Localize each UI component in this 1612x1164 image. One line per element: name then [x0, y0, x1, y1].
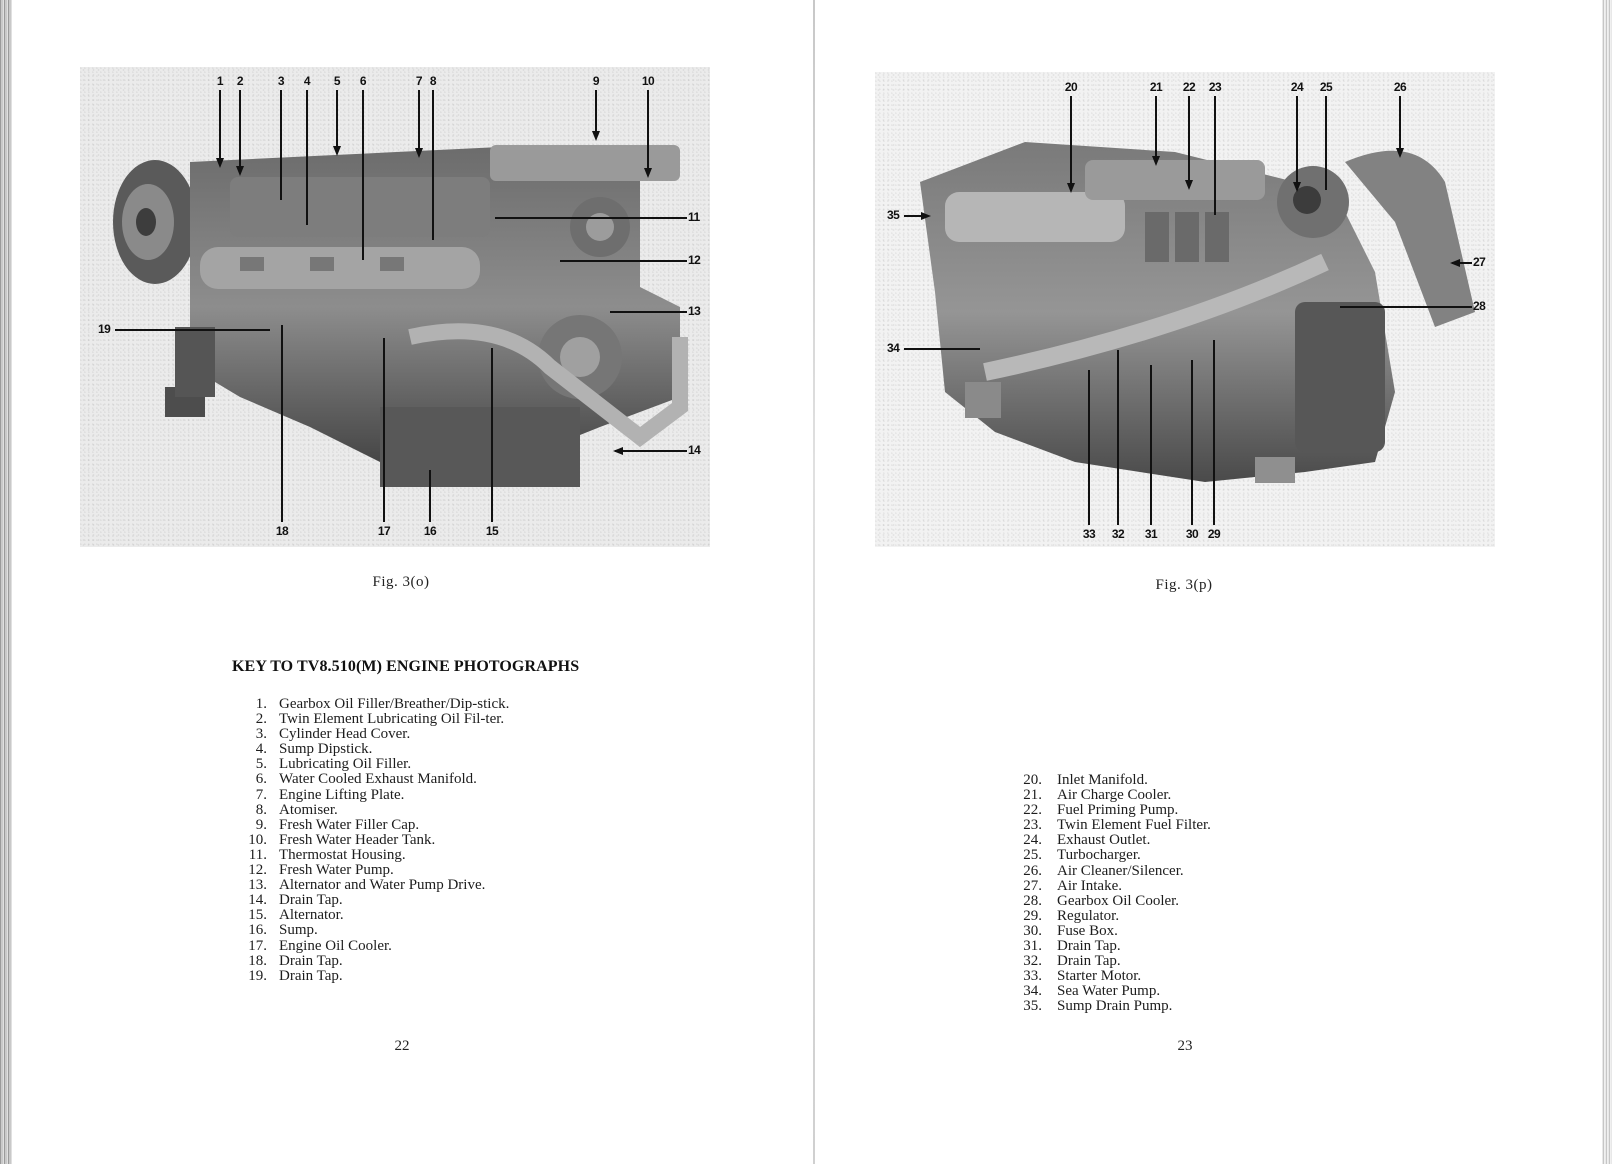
key-item-text: Fresh Water Pump.: [279, 862, 394, 879]
key-item: [1015, 984, 1295, 999]
key-item-number: 8.: [255, 801, 267, 818]
callout-label: 12: [688, 253, 701, 267]
callout-leader-line: [336, 90, 338, 148]
callout-arrow-icon: [1450, 259, 1460, 267]
callout-label: 22: [1182, 80, 1196, 94]
callout-label: 11: [688, 210, 700, 224]
callout-arrow-icon: [1067, 183, 1075, 193]
key-item: [1015, 848, 1295, 863]
key-item: [1015, 773, 1295, 788]
key-item-number: 16.: [248, 922, 267, 939]
key-item-number: 3.: [255, 726, 267, 743]
callout-leader-line: [432, 90, 434, 240]
callout-label: 14: [688, 443, 701, 457]
engine-photo-fig-3o: [80, 67, 710, 547]
callout-arrow-icon: [216, 158, 224, 168]
key-item-text: Gearbox Oil Filler/Breather/Dip-stick.: [279, 696, 510, 712]
key-item-text: Air Intake.: [1057, 877, 1122, 894]
key-item: [240, 923, 560, 938]
callout-label: 16: [423, 524, 437, 538]
callout-label: 10: [641, 74, 655, 88]
key-item: [240, 833, 560, 848]
key-item-text: Inlet Manifold.: [1057, 772, 1148, 788]
key-item-number: 30.: [1023, 922, 1042, 939]
callout-leader-line: [1070, 96, 1072, 185]
key-item-number: 10.: [248, 831, 267, 848]
key-item-number: 35.: [1023, 998, 1042, 1015]
key-item-text: Sea Water Pump.: [1057, 983, 1161, 1000]
callout-leader-line: [1191, 360, 1193, 525]
callout-label: 23: [1208, 80, 1222, 94]
key-item-number: 29.: [1023, 907, 1042, 924]
callout-label: 21: [1149, 80, 1163, 94]
key-item-text: Thermostat Housing.: [279, 846, 406, 863]
callout-leader-line: [647, 90, 649, 170]
callout-label: 6: [359, 74, 367, 88]
key-item-text: Fuse Box.: [1057, 922, 1118, 939]
key-item-text: Fresh Water Filler Cap.: [279, 816, 420, 833]
callout-leader-line: [1296, 96, 1298, 184]
key-item-number: 2.: [255, 711, 267, 728]
key-item-number: 6.: [255, 771, 267, 788]
callout-label: 9: [592, 74, 600, 88]
callout-label: 18: [275, 524, 289, 538]
callout-leader-line: [281, 325, 283, 522]
key-item: [240, 803, 560, 818]
key-item-number: 31.: [1023, 938, 1042, 955]
key-item-number: 9.: [255, 816, 267, 833]
figure-caption-right: Fig. 3(p): [1155, 577, 1213, 593]
key-item-text: Sump Dipstick.: [279, 741, 373, 758]
callout-leader-line: [615, 450, 687, 452]
callout-label: 8: [429, 74, 437, 88]
callout-leader-line: [1325, 96, 1327, 190]
key-item: [1015, 939, 1295, 954]
callout-label: 31: [1144, 527, 1158, 541]
callout-label: 25: [1319, 80, 1333, 94]
key-item-text: Atomiser.: [279, 801, 338, 818]
callout-leader-line: [115, 329, 270, 331]
callout-leader-line: [491, 348, 493, 522]
key-item-text: Drain Tap.: [1057, 938, 1121, 955]
key-item-number: 34.: [1023, 983, 1042, 1000]
key-item: [240, 893, 560, 908]
callout-label: 29: [1207, 527, 1221, 541]
callout-arrow-icon: [333, 146, 341, 156]
callout-leader-line: [1117, 350, 1119, 525]
key-item: [1015, 818, 1295, 833]
key-item-number: 11.: [248, 846, 267, 863]
callout-leader-line: [610, 311, 687, 313]
key-item-text: Sump Drain Pump.: [1057, 998, 1173, 1015]
key-item: [1015, 788, 1295, 803]
callout-leader-line: [1214, 96, 1216, 215]
callout-arrow-icon: [592, 131, 600, 141]
callout-arrow-icon: [1293, 182, 1301, 192]
key-item-number: 7.: [255, 786, 267, 803]
key-item-text: Fresh Water Header Tank.: [279, 831, 436, 848]
key-item: [240, 697, 560, 712]
callout-arrow-icon: [236, 166, 244, 176]
callout-label: 7: [415, 74, 423, 88]
callout-label: 30: [1185, 527, 1199, 541]
key-item-text: Cylinder Head Cover.: [279, 726, 411, 743]
callout-leader-line: [219, 90, 221, 160]
key-item-text: Starter Motor.: [1057, 968, 1142, 985]
key-item-text: Turbocharger.: [1057, 847, 1141, 864]
key-item-text: Fuel Priming Pump.: [1057, 802, 1179, 819]
callout-leader-line: [306, 90, 308, 225]
key-item: [1015, 999, 1295, 1014]
key-item: [240, 969, 560, 984]
key-item: [1015, 864, 1295, 879]
key-item-text: Drain Tap.: [279, 892, 343, 909]
callout-arrow-icon: [415, 148, 423, 158]
key-item-text: Sump.: [279, 922, 318, 939]
callout-leader-line: [495, 217, 687, 219]
callout-label: 13: [688, 304, 701, 318]
key-item-text: Engine Oil Cooler.: [279, 937, 392, 954]
key-item: [1015, 969, 1295, 984]
callout-leader-line: [362, 90, 364, 260]
engine-photo-fig-3p: [875, 72, 1495, 547]
callout-leader-line: [1088, 370, 1090, 525]
figure-caption-left: Fig. 3(o): [372, 574, 430, 590]
callout-leader-line: [383, 338, 385, 522]
key-item-number: 24.: [1023, 832, 1042, 849]
key-item: [240, 818, 560, 833]
callout-label: 24: [1290, 80, 1304, 94]
key-item-number: 28.: [1023, 892, 1042, 909]
callout-label: 17: [377, 524, 391, 538]
key-list-right: [1015, 773, 1295, 1015]
page-number-left: 22: [394, 1038, 410, 1054]
key-item-number: 13.: [248, 877, 267, 894]
callout-leader-line: [429, 470, 431, 522]
engine-side-view-illustration: [80, 67, 710, 547]
callout-leader-line: [1399, 96, 1401, 150]
callout-leader-line: [560, 260, 687, 262]
key-item: [1015, 833, 1295, 848]
key-item-number: 33.: [1023, 968, 1042, 985]
key-item-number: 5.: [255, 756, 267, 773]
key-item-text: Exhaust Outlet.: [1057, 832, 1151, 849]
key-title: KEY TO TV8.510(M) ENGINE PHOTOGRAPHS: [232, 658, 580, 675]
key-item-text: Air Charge Cooler.: [1057, 787, 1172, 804]
callout-label: 20: [1064, 80, 1078, 94]
key-item: [240, 772, 560, 787]
key-item-number: 20.: [1023, 772, 1042, 788]
key-item-number: 15.: [248, 907, 267, 924]
key-item: [1015, 924, 1295, 939]
callout-label: 19: [98, 322, 111, 336]
callout-arrow-icon: [644, 168, 652, 178]
callout-leader-line: [904, 348, 980, 350]
key-item-number: 1.: [255, 696, 267, 712]
key-item-number: 14.: [248, 892, 267, 909]
key-item: [240, 939, 560, 954]
callout-leader-line: [1155, 96, 1157, 158]
callout-arrow-icon: [1152, 156, 1160, 166]
key-item-number: 19.: [248, 967, 267, 984]
key-item: [240, 954, 560, 969]
key-item: [1015, 803, 1295, 818]
callout-leader-line: [418, 90, 420, 150]
key-item: [240, 757, 560, 772]
callout-label: 28: [1473, 299, 1486, 313]
key-item-text: Air Cleaner/Silencer.: [1057, 862, 1184, 879]
callout-arrow-icon: [1185, 180, 1193, 190]
key-item-text: Lubricating Oil Filler.: [279, 756, 412, 773]
callout-label: 26: [1393, 80, 1407, 94]
callout-label: 4: [303, 74, 311, 88]
key-item-text: Alternator and Water Pump Drive.: [279, 877, 486, 894]
key-item-text: Engine Lifting Plate.: [279, 786, 405, 803]
key-item: [240, 908, 560, 923]
key-item-text: Twin Element Lubricating Oil Fil-ter.: [279, 711, 505, 728]
callout-label: 3: [277, 74, 285, 88]
key-item-text: Drain Tap.: [1057, 953, 1121, 970]
key-item: [240, 742, 560, 757]
callout-label: 2: [236, 74, 244, 88]
callout-label: 15: [485, 524, 499, 538]
key-item-text: Water Cooled Exhaust Manifold.: [279, 771, 477, 788]
key-item-number: 4.: [255, 741, 267, 758]
key-item-text: Regulator.: [1057, 907, 1120, 924]
callout-label: 33: [1082, 527, 1096, 541]
key-item-text: Drain Tap.: [279, 967, 343, 984]
key-item-text: Drain Tap.: [279, 952, 343, 969]
key-item: [240, 727, 560, 742]
callout-leader-line: [1150, 365, 1152, 525]
page-edge-left: [0, 0, 12, 1164]
callout-leader-line: [1340, 306, 1472, 308]
key-item: [240, 863, 560, 878]
key-item-number: 32.: [1023, 953, 1042, 970]
callout-label: 35: [887, 208, 900, 222]
callout-leader-line: [280, 90, 282, 200]
key-item-number: 18.: [248, 952, 267, 969]
engine-rear-three-quarter-illustration: [875, 72, 1495, 547]
key-item-text: Alternator.: [279, 907, 344, 924]
book-spine: [813, 0, 815, 1164]
key-item-number: 12.: [248, 862, 267, 879]
callout-leader-line: [1188, 96, 1190, 182]
callout-leader-line: [1213, 340, 1215, 525]
key-item-text: Gearbox Oil Cooler.: [1057, 892, 1180, 909]
page-number-right: 23: [1177, 1038, 1193, 1054]
callout-arrow-icon: [1396, 148, 1404, 158]
key-item-number: 17.: [248, 937, 267, 954]
callout-label: 5: [333, 74, 341, 88]
callout-label: 34: [887, 341, 900, 355]
callout-arrow-icon: [613, 447, 623, 455]
callout-leader-line: [595, 90, 597, 133]
callout-leader-line: [239, 90, 241, 168]
page-edge-right: [1602, 0, 1612, 1164]
callout-label: 32: [1111, 527, 1125, 541]
key-list-left: [240, 697, 560, 984]
key-item-number: 25.: [1023, 847, 1042, 864]
key-item-number: 27.: [1023, 877, 1042, 894]
key-item-number: 26.: [1023, 862, 1042, 879]
callout-label: 1: [216, 74, 224, 88]
key-item: [240, 712, 560, 727]
key-item-text: Twin Element Fuel Filter.: [1057, 817, 1211, 834]
key-item-number: 22.: [1023, 802, 1042, 819]
key-item: [1015, 909, 1295, 924]
key-item: [1015, 954, 1295, 969]
callout-label: 27: [1473, 255, 1486, 269]
key-item: [240, 788, 560, 803]
callout-arrow-icon: [921, 212, 931, 220]
key-item-number: 21.: [1023, 787, 1042, 804]
key-item: [240, 878, 560, 893]
key-item: [1015, 894, 1295, 909]
key-item: [1015, 879, 1295, 894]
key-item: [240, 848, 560, 863]
key-item-number: 23.: [1023, 817, 1042, 834]
